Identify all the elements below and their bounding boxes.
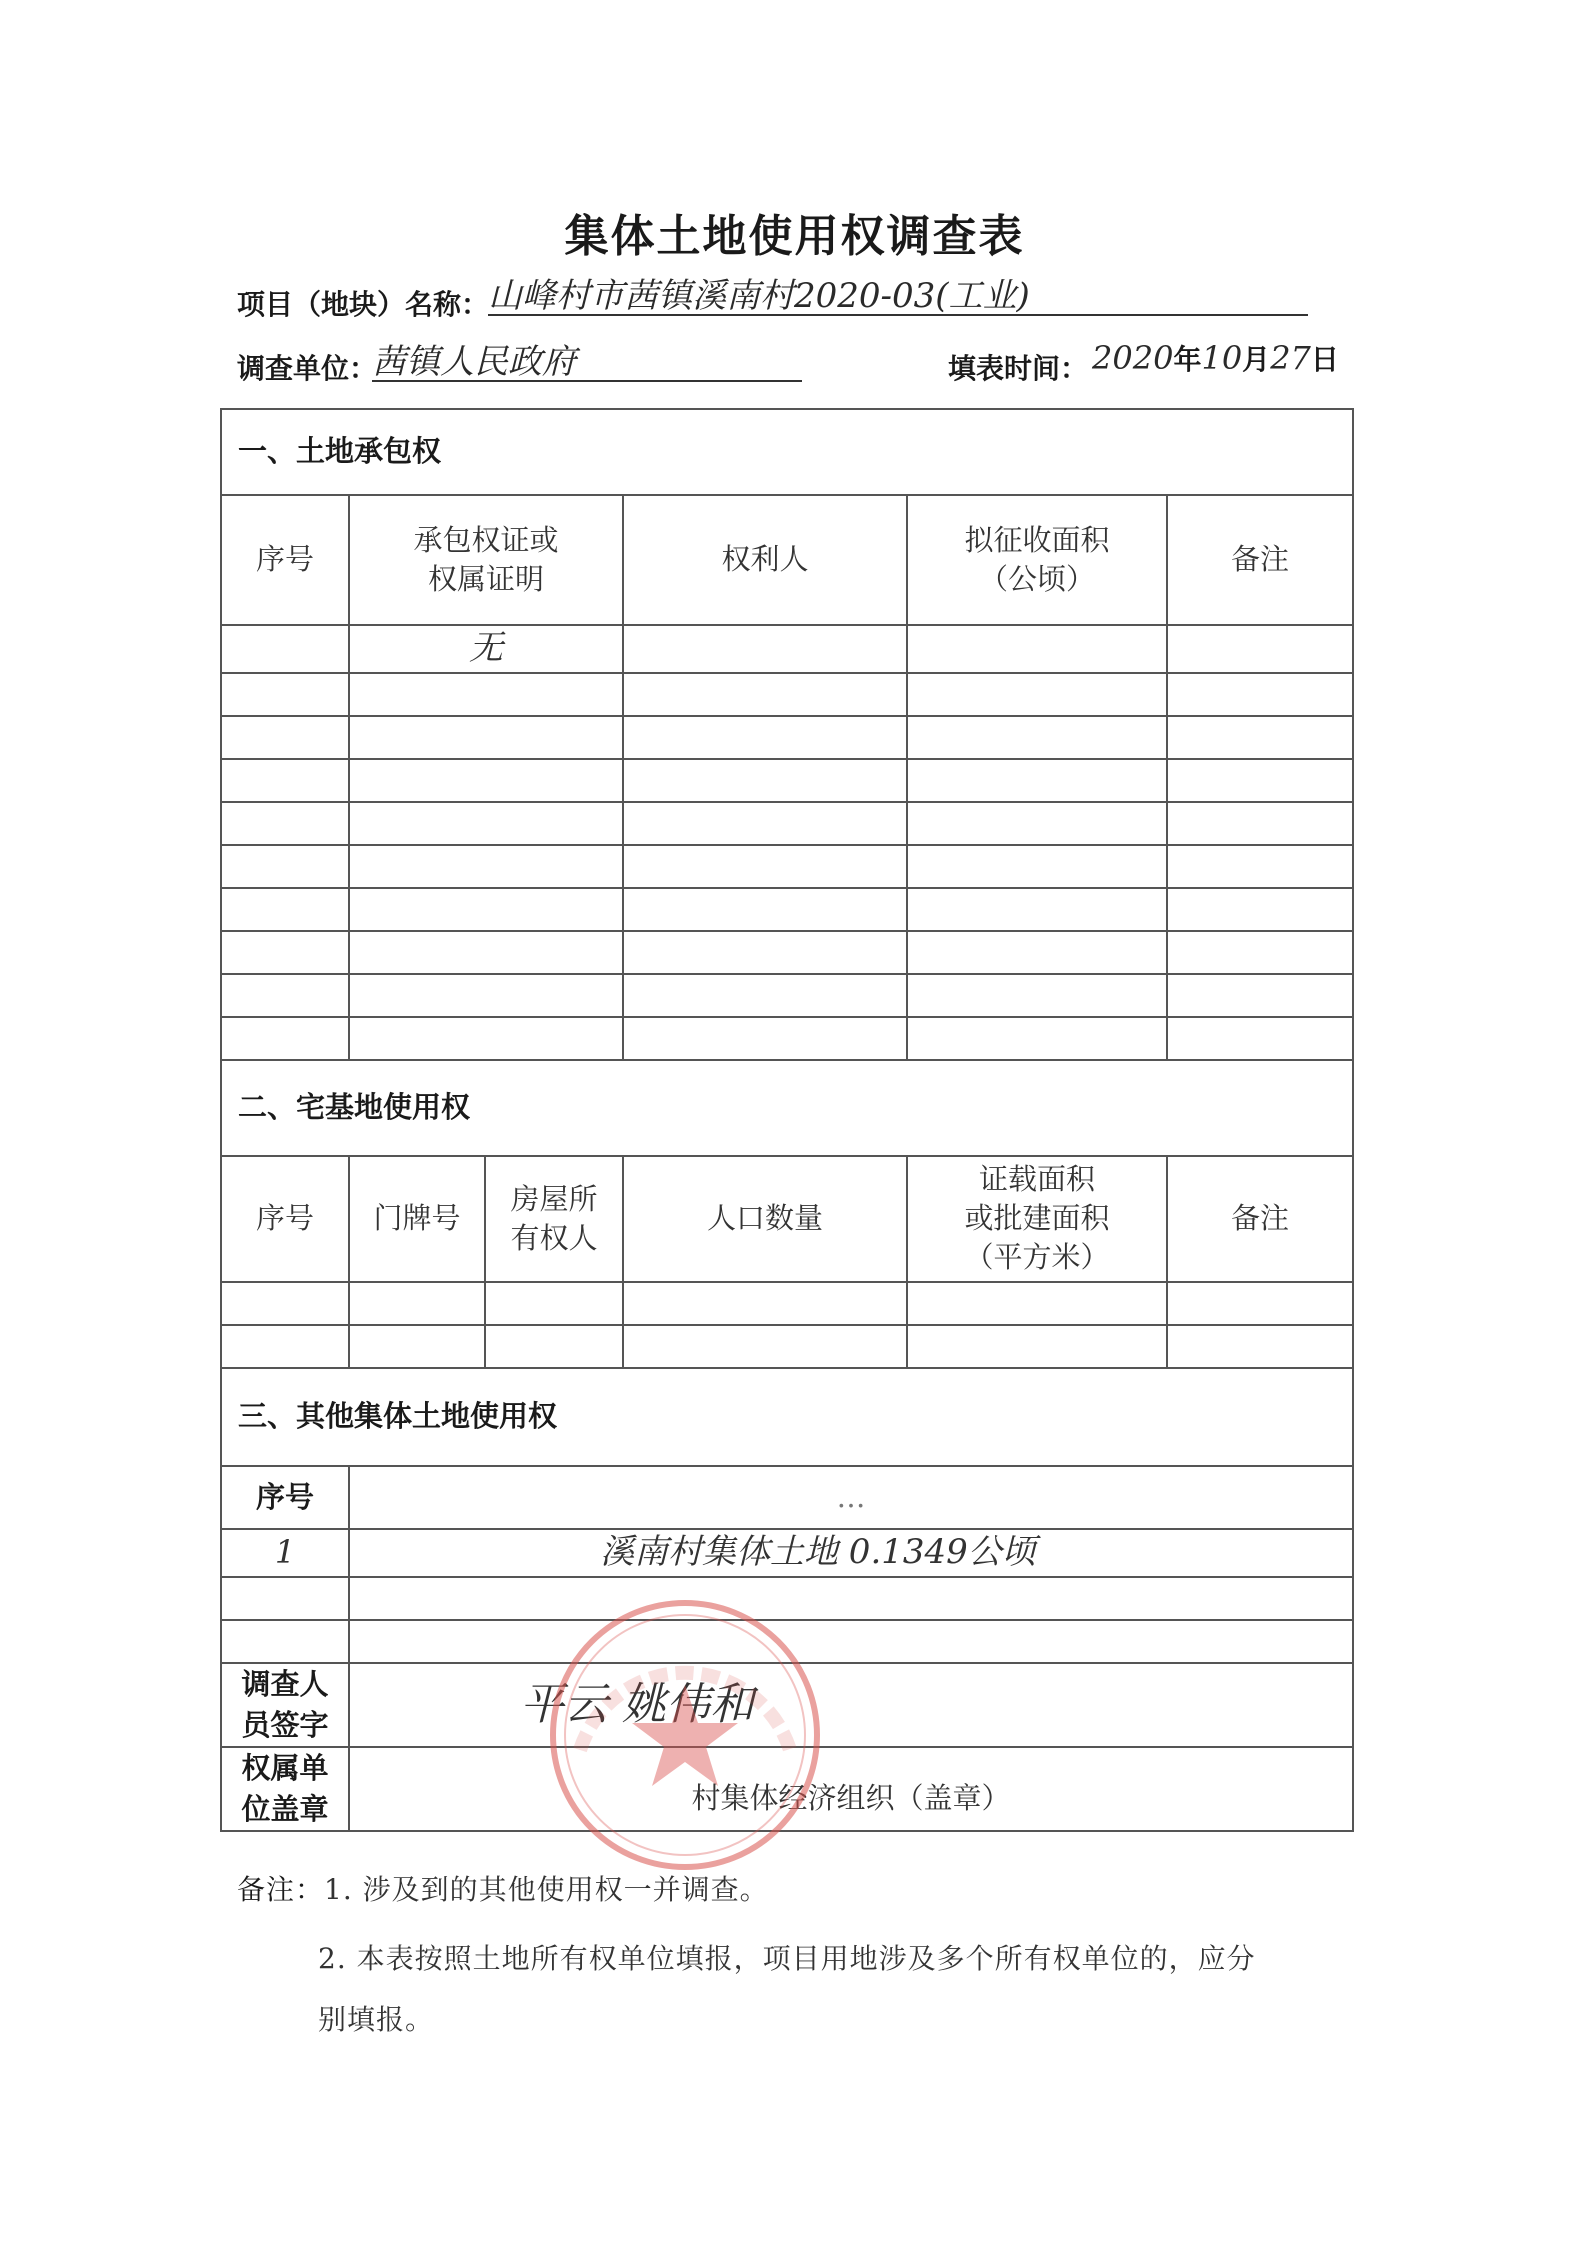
table-row (221, 1282, 1353, 1325)
cell (349, 974, 623, 1017)
cell (1167, 888, 1353, 931)
cell (349, 1577, 1353, 1620)
notes (237, 1868, 769, 1908)
s2-col-no: 序号 (221, 1156, 349, 1282)
cell (221, 1620, 349, 1663)
cell (349, 1620, 1353, 1663)
month-char: 月 (1242, 343, 1271, 376)
s2-col-population: 人口数量 (623, 1156, 907, 1282)
table-row (221, 1529, 1353, 1577)
cell (1167, 673, 1353, 716)
cell (349, 888, 623, 931)
cell (221, 1325, 349, 1368)
cell (349, 1282, 485, 1325)
table-row (221, 845, 1353, 888)
cell (907, 1017, 1167, 1060)
cell (221, 1577, 349, 1620)
cell (623, 845, 907, 888)
table-row (221, 673, 1353, 716)
cell (349, 716, 623, 759)
cell (907, 802, 1167, 845)
cell (1167, 759, 1353, 802)
s2-col-remark: 备注 (1167, 1156, 1353, 1282)
s2-col-door: 门牌号 (349, 1156, 485, 1282)
cell (1167, 845, 1353, 888)
fill-date-day: 27 (1270, 339, 1311, 377)
cell (221, 716, 349, 759)
seal-label: 权属单 位盖章 (221, 1747, 349, 1831)
cell (907, 1325, 1167, 1368)
s2-col-area: 证载面积 或批建面积 （平方米） (907, 1156, 1167, 1282)
note-1: 1. 涉及到的其他使用权一并调查。 (324, 1873, 769, 1906)
cell (623, 673, 907, 716)
fill-date (1092, 338, 1339, 378)
cell (623, 1017, 907, 1060)
table-row (221, 716, 1353, 759)
cell (623, 759, 907, 802)
cell (623, 888, 907, 931)
cell (623, 625, 907, 673)
cell (623, 716, 907, 759)
cell (349, 802, 623, 845)
cell (907, 759, 1167, 802)
cell (907, 888, 1167, 931)
form-title: 集体土地使用权调查表 (564, 211, 1025, 262)
cell (221, 931, 349, 974)
cell (1167, 716, 1353, 759)
s1-col-remark: 备注 (1167, 495, 1353, 625)
cell (623, 1325, 907, 1368)
s1-col-no: 序号 (221, 495, 349, 625)
day-char: 日 (1310, 343, 1339, 376)
note-2a: 2. 本表按照土地所有权单位填报，项目用地涉及多个所有权单位的，应分 (318, 1942, 1256, 1975)
cell (623, 802, 907, 845)
s3-row1-value: 溪南村集体土地 0.1349公顷 (349, 1529, 1353, 1577)
s3-col-ellipsis: … (349, 1466, 1353, 1529)
section3-title: 三、其他集体土地使用权 (221, 1368, 1353, 1466)
s3-row1-no: 1 (221, 1529, 349, 1577)
table-row (221, 974, 1353, 1017)
notes-label: 备注： (237, 1873, 325, 1906)
section2-title: 二、宅基地使用权 (221, 1060, 1353, 1156)
survey-unit-label: 调查单位： (237, 352, 378, 385)
signer-signature: 平云 姚伟和 (349, 1663, 1353, 1747)
project-label: 项目（地块）名称： (237, 288, 490, 321)
cell (907, 625, 1167, 673)
note-2b: 别填报。 (318, 2003, 435, 2036)
cell (221, 759, 349, 802)
signer-label: 调查人 员签字 (221, 1663, 349, 1747)
cell (623, 974, 907, 1017)
cell (1167, 802, 1353, 845)
cell (1167, 931, 1353, 974)
cell (907, 974, 1167, 1017)
s1-col-owner: 权利人 (623, 495, 907, 625)
cell (349, 759, 623, 802)
cell (907, 845, 1167, 888)
cell (221, 1282, 349, 1325)
cell (221, 1017, 349, 1060)
s3-col-no: 序号 (221, 1466, 349, 1529)
cell (349, 673, 623, 716)
project-name-value: 山峰村市茜镇溪南村2020-03(工业) (488, 268, 1308, 316)
cell (221, 974, 349, 1017)
fill-date-year: 2020 (1092, 339, 1174, 377)
cell (221, 845, 349, 888)
s1-col-area: 拟征收面积 （公顷） (907, 495, 1167, 625)
s1-col-cert: 承包权证或 权属证明 (349, 495, 623, 625)
cell (907, 673, 1167, 716)
cell (349, 1017, 623, 1060)
seal-text: 村集体经济组织（盖章） (349, 1747, 1353, 1831)
table-row (221, 625, 1353, 673)
cell (1167, 1325, 1353, 1368)
survey-table (220, 408, 1354, 1832)
cell (349, 931, 623, 974)
cell (485, 1325, 623, 1368)
s2-col-house-owner: 房屋所 有权人 (485, 1156, 623, 1282)
cell (1167, 1282, 1353, 1325)
table-row (221, 1017, 1353, 1060)
cell (485, 1282, 623, 1325)
table-row (221, 1577, 1353, 1620)
cell (1167, 974, 1353, 1017)
section1-title: 一、土地承包权 (221, 409, 1353, 495)
table-row (221, 802, 1353, 845)
table-row (221, 931, 1353, 974)
cell (1167, 1017, 1353, 1060)
cell (623, 1282, 907, 1325)
table-row (221, 1620, 1353, 1663)
cell (221, 802, 349, 845)
fill-date-month: 10 (1201, 339, 1243, 377)
table-row (221, 888, 1353, 931)
cell (221, 888, 349, 931)
s1-cert-value: 无 (349, 625, 623, 673)
cell (1167, 625, 1353, 673)
cell (221, 625, 349, 673)
table-row (221, 1325, 1353, 1368)
cell (907, 931, 1167, 974)
cell (349, 845, 623, 888)
cell (221, 673, 349, 716)
fill-date-label: 填表时间： (948, 352, 1089, 385)
cell (349, 1325, 485, 1368)
year-char: 年 (1173, 343, 1202, 376)
cell (907, 716, 1167, 759)
table-row (221, 759, 1353, 802)
cell (907, 1282, 1167, 1325)
cell (623, 931, 907, 974)
survey-unit-value: 茜镇人民政府 (372, 334, 802, 382)
